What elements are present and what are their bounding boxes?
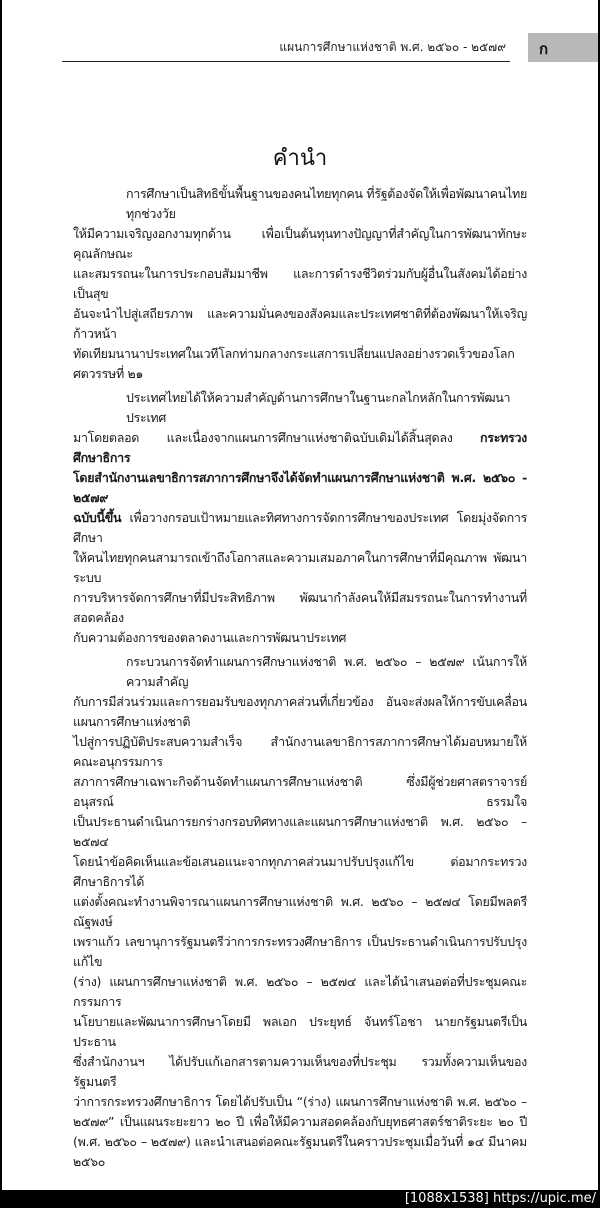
text-segment: สภาการศึกษาเฉพาะกิจด้านจัดทำแผนการศึกษาแห่งชาติ ซึ่งมีผู้ช่วยศาสตราจารย์อนุสรณ์ ธรรมใจ <box>73 774 527 809</box>
text-line <box>73 932 527 972</box>
text-line <box>73 388 527 428</box>
text-segment: มาโดยตลอด และเนื่องจากแผนการศึกษาแห่งชาติฉบับเดิมได้สิ้นสุดลง <box>73 430 481 445</box>
text-segment: เป็นประธานดำเนินการยกร่างกรอบทิศทางและแผนการศึกษาแห่งชาติ พ.ศ. ๒๕๖๐ – ๒๕๗๔ <box>73 814 527 849</box>
text-segment: ให้มีความเจริญงอกงามทุกด้าน เพื่อเป็นต้นทุนทางปัญญาที่สำคัญในการพัฒนาทักษะ คุณลักษณะ <box>73 226 527 261</box>
text-line <box>73 548 527 588</box>
text-line <box>73 892 527 932</box>
paragraph <box>73 652 527 1172</box>
text-segment: ไปสู่การปฏิบัติประสบความสำเร็จ สำนักงานเลขาธิการสภาการศึกษาได้มอบหมายให้คณะอนุกรรมการ <box>73 734 527 769</box>
text-segment: (พ.ศ. ๒๕๖๐ – ๒๕๗๙) และนำเสนอต่อคณะรัฐมนตรีในคราวประชุมเมื่อวันที่ ๑๔ มีนาคม ๒๕๖๐ <box>73 1134 527 1169</box>
text-segment: (ร่าง) แผนการศึกษาแห่งชาติ พ.ศ. ๒๕๖๐ – ๒๕๗๔ และได้นำเสนอต่อที่ประชุมคณะกรรมการ <box>73 974 527 1009</box>
text-line <box>73 772 527 812</box>
text-line <box>73 264 527 304</box>
text-segment: และสมรรถนะในการประกอบสัมมาชีพ และการดำรงชีวิตร่วมกับผู้อื่นในสังคมได้อย่างเป็นสุข <box>73 266 527 301</box>
text-line <box>73 468 527 508</box>
paragraph <box>73 184 527 384</box>
footer-watermark: [1088x1538] https://upic.me/ <box>404 1191 596 1206</box>
text-line <box>73 692 527 732</box>
page-title: คำนำ <box>272 146 328 171</box>
text-segment: กับความต้องการของตลาดงานและการพัฒนาประเทศ <box>73 630 347 645</box>
text-line <box>73 972 527 1012</box>
body-text <box>73 0 527 1172</box>
text-line <box>73 224 527 264</box>
paragraph <box>73 388 527 648</box>
text-segment: นโยบายและพัฒนาการศึกษาโดยมี พลเอก ประยุทธ์ จันทร์โอชา นายกรัฐมนตรีเป็นประธาน <box>73 1014 527 1049</box>
text-segment: ให้คนไทยทุกคนสามารถเข้าถึงโอกาสและความเสมอภาคในการศึกษาที่มีคุณภาพ พัฒนาระบบ <box>73 550 527 585</box>
text-line <box>73 1092 527 1112</box>
text-segment: การศึกษาเป็นสิทธิขั้นพื้นฐานของคนไทยทุกคน ที่รัฐต้องจัดให้เพื่อพัฒนาคนไทยทุกช่วงวัย <box>126 186 527 221</box>
text-segment: กับการมีส่วนร่วมและการยอมรับของทุกภาคส่วนที่เกี่ยวข้อง อันจะส่งผลให้การขับเคลื่อนแผนการศึกษาแห่งชาติ <box>73 694 527 729</box>
text-line <box>73 628 527 648</box>
page-number-tab <box>528 33 598 62</box>
bold-text: โดยสำนักงานเลขาธิการสภาการศึกษาจึงได้จัดทำแผนการศึกษาแห่งชาติ พ.ศ. ๒๕๖๐ - ๒๕๗๙ <box>73 470 527 505</box>
text-line <box>73 1112 527 1132</box>
text-line <box>73 652 527 692</box>
text-segment: ทัดเทียมนานาประเทศในเวทีโลกท่ามกลางกระแสการเปลี่ยนแปลงอย่างรวดเร็วของโลกศตวรรษที่ ๒๑ <box>73 346 515 381</box>
text-segment: กระบวนการจัดทำแผนการศึกษาแห่งชาติ พ.ศ. ๒๕๖๐ – ๒๕๗๙ เน้นการให้ความสำคัญ <box>126 654 527 689</box>
text-segment: แต่งตั้งคณะทำงานพิจารณาแผนการศึกษาแห่งชาติ พ.ศ. ๒๕๖๐ – ๒๕๗๔ โดยมีพลตรี ณัฐพงษ์ <box>73 894 527 929</box>
text-line <box>73 1132 527 1172</box>
running-header: แผนการศึกษาแห่งชาติ พ.ศ. ๒๕๖๐ - ๒๕๗๙ <box>279 40 506 54</box>
text-segment: อันจะนำไปสู่เสถียรภาพ และความมั่นคงของสังคมและประเทศชาติที่ต้องพัฒนาให้เจริญก้าวหน้า <box>73 306 527 341</box>
text-line <box>73 588 527 628</box>
document-page <box>2 0 598 1190</box>
bold-text: ฉบับนี้ขึ้น <box>73 510 122 525</box>
text-segment: ว่าการกระทรวงศึกษาธิการ โดยได้ปรับเป็น “(ร่าง) แผนการศึกษาแห่งชาติ พ.ศ. ๒๕๖๐ – <box>73 1094 527 1109</box>
text-line <box>73 732 527 772</box>
text-line <box>73 428 527 468</box>
text-segment: ประเทศไทยได้ให้ความสำคัญด้านการศึกษาในฐานะกลไกหลักในการพัฒนาประเทศ <box>126 390 511 425</box>
text-segment: เพราแก้ว เลขานุการรัฐมนตรีว่าการกระทรวงศึกษาธิการ เป็นประธานดำเนินการปรับปรุงแก้ไข <box>73 934 527 969</box>
text-line <box>73 184 527 224</box>
text-segment: โดยนำข้อคิดเห็นและข้อเสนอแนะจากทุกภาคส่วนมาปรับปรุงแก้ไข ต่อมากระทรวงศึกษาธิการได้ <box>73 854 527 889</box>
page-number: ก <box>539 40 549 58</box>
text-line <box>73 852 527 892</box>
text-segment: การบริหารจัดการศึกษาที่มีประสิทธิภาพ พัฒนากำลังคนให้มีสมรรถนะในการทำงานที่สอดคล้อง <box>73 590 527 625</box>
text-line <box>73 1052 527 1092</box>
text-line <box>73 508 527 548</box>
bold-text: กระทรวงศึกษาธิการ <box>73 430 527 465</box>
text-segment: ๒๕๗๙” เป็นแผนระยะยาว ๒๐ ปี เพื่อให้มีความสอดคล้องกับยุทธศาสตร์ชาติระยะ ๒๐ ปี <box>73 1114 527 1129</box>
text-line <box>73 304 527 344</box>
text-line <box>73 344 527 384</box>
text-line <box>73 1012 527 1052</box>
text-segment: ซึ่งสำนักงานฯ ได้ปรับแก้เอกสารตามความเห็นของที่ประชุม รวมทั้งความเห็นของรัฐมนตรี <box>73 1054 527 1089</box>
text-segment: เพื่อวางกรอบเป้าหมายและทิศทางการจัดการศึกษาของประเทศ โดยมุ่งจัดการศึกษา <box>73 510 527 545</box>
text-line <box>73 812 527 852</box>
